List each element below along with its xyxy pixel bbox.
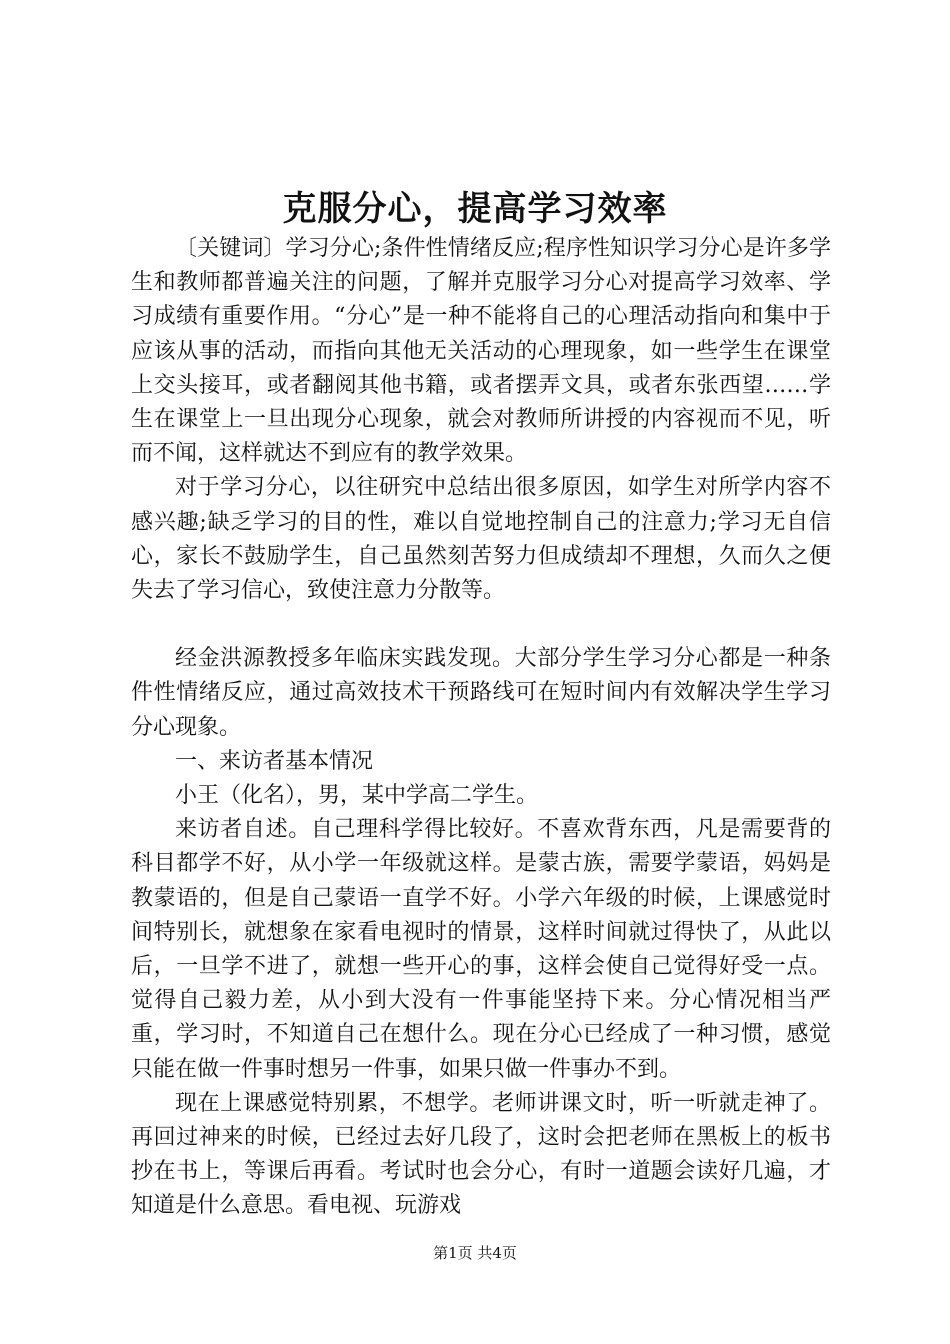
- page-footer: 第1页 共4页: [433, 1244, 517, 1262]
- document-title: 克服分心，提高学习效率: [282, 189, 668, 229]
- document-body: [131, 232, 831, 1224]
- paragraph-current-state: 现在上课感觉特别累，不想学。老师讲课文时，听一听就走神了。再回过神来的时候，已经过去好几段了，这时会把老师在黑板上的板书抄在书上，等课后再看。考试时也会分心，有时一道题会读好几遍，才知道是什么意思。看电视、玩游戏: [131, 1090, 831, 1219]
- paragraph-visitor-identity: 小王（化名），男，某中学高二学生。: [175, 783, 539, 809]
- paragraph-findings: 经金洪源教授多年临床实践发现。大部分学生学习分心都是一种条件性情绪反应，通过高效技术干预路线可在短时间内有效解决学生学习分心现象。: [131, 646, 831, 740]
- paragraph-keywords-intro: 〔关键词〕学习分心;条件性情绪反应;程序性知识学习分心是许多学生和教师都普遍关注的问题，了解并克服学习分心对提高学习效率、学习成绩有重要作用。“分心”是一种不能将自己的心理活动指向和集中于应该从事的活动，而指向其他无关活动的心理现象，如一些学生在课堂上交头接耳，或者翻阅其他书籍，或者摆弄文具，或者东张西望……学生在课堂上一旦出现分心现象，就会对教师所讲授的内容视而不见，听而不闻，这样就达不到应有的教学效果。: [131, 236, 831, 467]
- section-heading-visitor-info: 一、来访者基本情况: [175, 748, 374, 774]
- paragraph-self-report: 来访者自述。自己理科学得比较好。不喜欢背东西，凡是需要背的科目都学不好，从小学一年级就这样。是蒙古族，需要学蒙语，妈妈是教蒙语的，但是自己蒙语一直学不好。小学六年级的时候，上课感觉时间特别长，就想象在家看电视时的情景，这样时间就过得快了，从此以后，一旦学不进了，就想一些开心的事，这样会使自己觉得好受一点。觉得自己毅力差，从小到大没有一件事能坚持下来。分心情况相当严重，学习时，不知道自己在想什么。现在分心已经成了一种习惯，感觉只能在做一件事时想另一件事，如果只做一件事办不到。: [131, 817, 831, 1082]
- paragraph-causes: 对于学习分心，以往研究中总结出很多原因，如学生对所学内容不感兴趣;缺乏学习的目的性，难以自觉地控制自己的注意力;学习无自信心，家长不鼓励学生，自己虽然刻苦努力但成绩却不理想，久而久之便失去了学习信心，致使注意力分散等。: [131, 475, 831, 604]
